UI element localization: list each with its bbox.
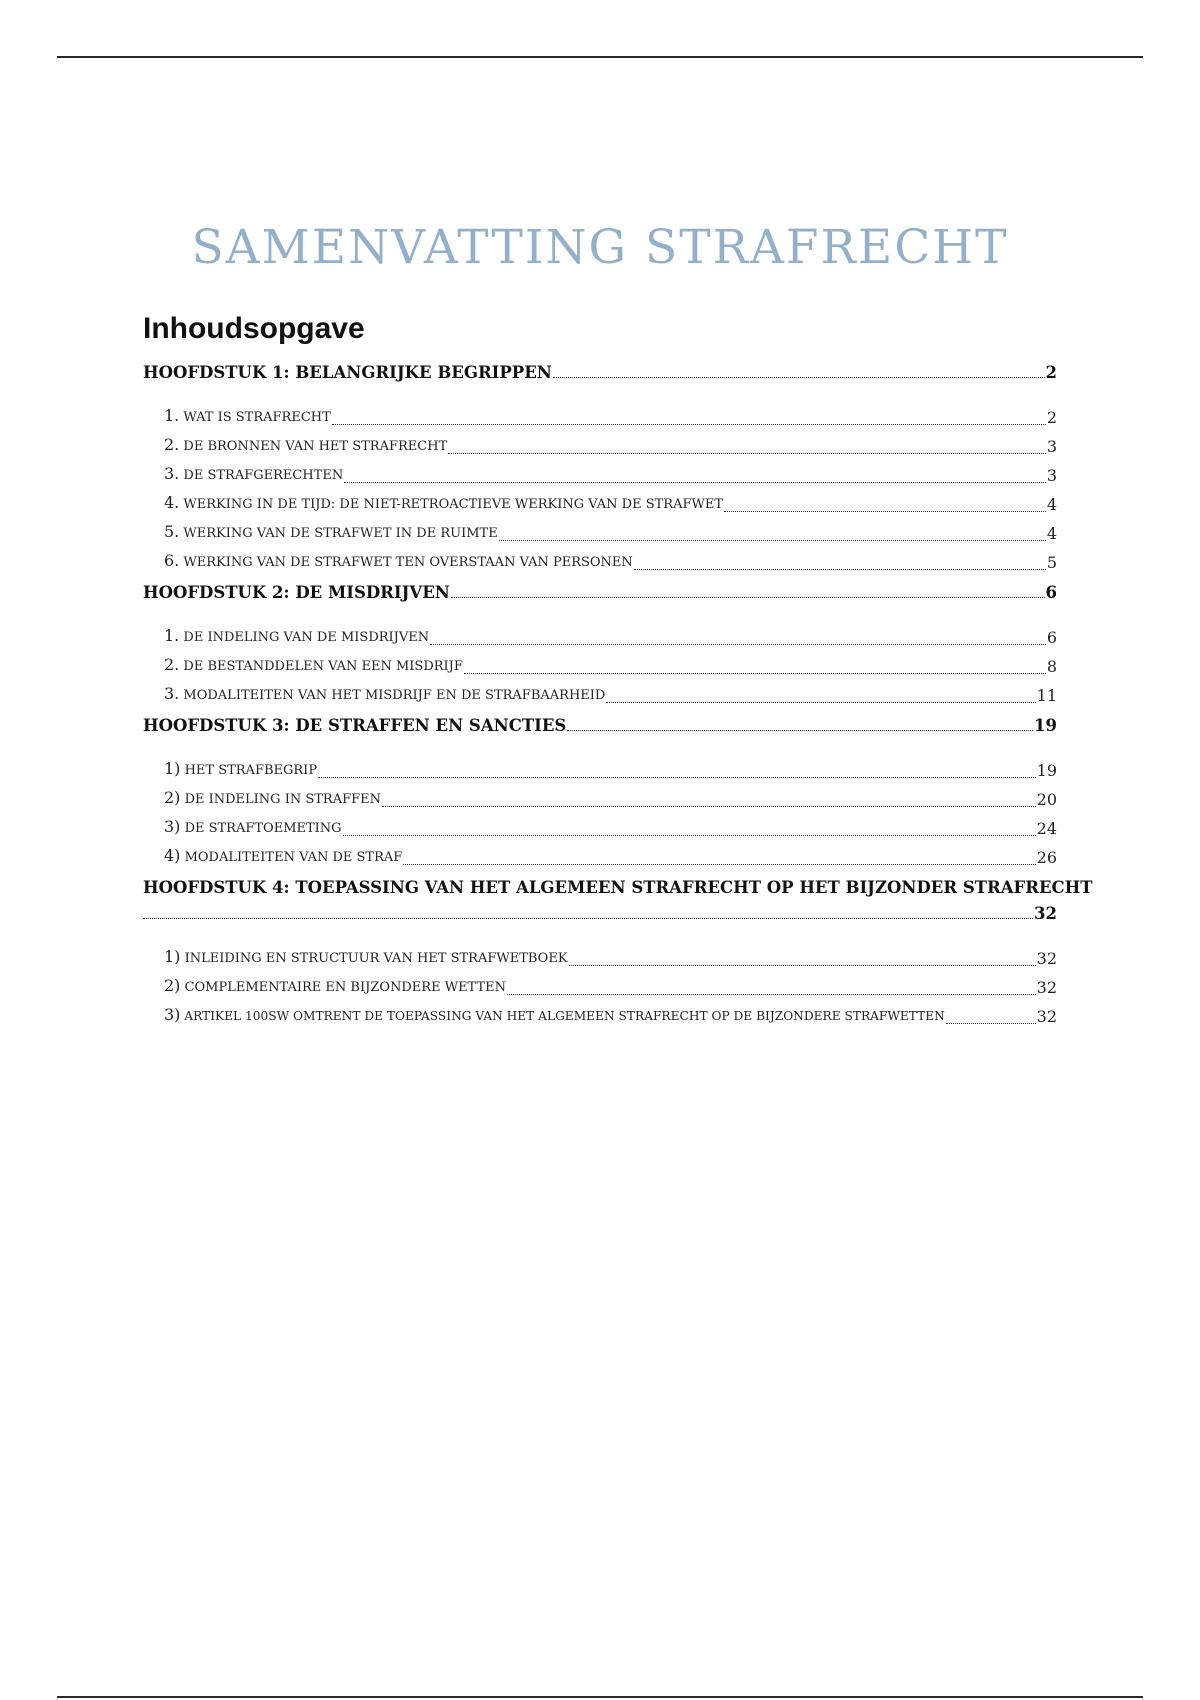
toc-chapter-label: HOOFDSTUK 3: DE STRAFFEN EN SANCTIES (143, 716, 567, 735)
section-number: 4) (164, 846, 181, 865)
section-number: 1. (164, 626, 180, 645)
toc-page-number: 26 (1036, 848, 1057, 867)
toc-page-number: 32 (1036, 949, 1057, 968)
dot-leader (403, 864, 1035, 865)
toc-section[interactable] (143, 402, 1057, 431)
dot-leader (499, 540, 1046, 541)
toc-chapter-4[interactable] (143, 877, 1093, 925)
toc-page-number: 19 (1036, 761, 1057, 780)
dot-leader (464, 673, 1046, 674)
toc-section[interactable] (143, 518, 1057, 547)
toc-page-number: 2 (1045, 363, 1057, 382)
section-number: 2. (164, 655, 180, 674)
section-label: DE INDELING IN STRAFFEN (184, 792, 381, 807)
section-label: DE BESTANDDELEN VAN EEN MISDRIJF (183, 659, 463, 674)
dot-leader (318, 777, 1036, 778)
dot-leader (448, 453, 1046, 454)
dot-leader (724, 511, 1046, 512)
dot-leader (430, 644, 1046, 645)
toc-page-number: 3 (1046, 437, 1057, 456)
section-number: 3) (164, 817, 181, 836)
section-label: WAT IS STRAFRECHT (183, 410, 331, 425)
section-label: MODALITEITEN VAN HET MISDRIJF EN DE STRAFBAARHEID (183, 688, 606, 703)
section-label: INLEIDING EN STRUCTUUR VAN HET STRAFWETBOEK (184, 951, 568, 966)
header-rule (57, 56, 1143, 58)
section-number: 3. (164, 464, 180, 483)
toc-section[interactable] (143, 489, 1057, 518)
section-number: 1) (164, 759, 181, 778)
toc-page-number: 32 (1036, 978, 1057, 997)
toc-chapter-1[interactable] (143, 362, 1057, 384)
toc-page-number: 4 (1046, 495, 1057, 514)
toc-section[interactable] (143, 755, 1057, 784)
section-number: 6. (164, 551, 180, 570)
toc-section[interactable] (143, 547, 1057, 576)
toc-chapter-3[interactable] (143, 715, 1057, 737)
footer-rule (57, 1696, 1143, 1698)
section-label: MODALITEITEN VAN DE STRAF (184, 850, 403, 865)
section-label: DE INDELING VAN DE MISDRIJVEN (183, 630, 430, 645)
toc-chapter-label: HOOFDSTUK 2: DE MISDRIJVEN (143, 583, 450, 602)
section-label: HET STRAFBEGRIP (184, 763, 318, 778)
toc-section[interactable] (143, 460, 1057, 489)
toc-section[interactable] (143, 431, 1057, 460)
dot-leader (553, 377, 1045, 378)
dot-leader (382, 806, 1036, 807)
toc-chapter-label: HOOFDSTUK 4: TOEPASSING VAN HET ALGEMEEN STRAFRECHT OP HET BIJZONDER STRAFRECHT (143, 878, 1093, 897)
toc-chapter-label: HOOFDSTUK 1: BELANGRIJKE BEGRIPPEN (143, 363, 552, 382)
toc-section[interactable] (143, 1001, 1057, 1030)
dot-leader (634, 569, 1046, 570)
section-number: 2) (164, 976, 181, 995)
section-label: DE STRAFGERECHTEN (183, 468, 344, 483)
dot-leader (507, 994, 1036, 995)
section-label: DE BRONNEN VAN HET STRAFRECHT (183, 439, 448, 454)
dot-leader (606, 702, 1035, 703)
section-number: 1) (164, 947, 181, 966)
section-label: WERKING IN DE TIJD: DE NIET-RETROACTIEVE WERKING VAN DE STRAFWET (183, 497, 724, 512)
document-title: SAMENVATTING STRAFRECHT (191, 220, 1009, 275)
toc-section[interactable] (143, 972, 1057, 1001)
toc-section[interactable] (143, 813, 1057, 842)
toc-section[interactable] (143, 842, 1057, 871)
toc-page-number: 24 (1036, 819, 1057, 838)
dot-leader (343, 835, 1036, 836)
toc-page-number: 2 (1046, 408, 1057, 427)
section-label: WERKING VAN DE STRAFWET TEN OVERSTAAN VAN PERSONEN (183, 555, 633, 570)
dot-leader (946, 1023, 1036, 1024)
section-number: 3. (164, 684, 180, 703)
section-label: ARTIKEL 100SW OMTRENT DE TOEPASSING VAN HET ALGEMEEN STRAFRECHT OP DE BIJZONDERE STRAFWETTEN (184, 1009, 945, 1023)
section-number: 3) (164, 1005, 181, 1024)
toc-section[interactable] (143, 651, 1057, 680)
section-number: 4. (164, 493, 180, 512)
toc-page-number: 5 (1046, 553, 1057, 572)
table-of-contents (143, 362, 1093, 1030)
section-label: WERKING VAN DE STRAFWET IN DE RUIMTE (183, 526, 498, 541)
toc-page-number: 11 (1036, 686, 1057, 705)
toc-page-number: 19 (1034, 716, 1057, 735)
toc-chapter-2[interactable] (143, 582, 1057, 604)
dot-leader (143, 918, 1033, 919)
toc-page-number: 4 (1046, 524, 1057, 543)
toc-page-number: 8 (1046, 657, 1057, 676)
dot-leader (567, 730, 1033, 731)
section-number: 2) (164, 788, 181, 807)
toc-page-number: 6 (1046, 628, 1057, 647)
section-label: DE STRAFTOEMETING (184, 821, 342, 836)
dot-leader (332, 424, 1046, 425)
toc-section[interactable] (143, 943, 1057, 972)
dot-leader (569, 965, 1036, 966)
toc-page-number: 3 (1046, 466, 1057, 485)
toc-page-number: 32 (1036, 1007, 1057, 1026)
dot-leader (344, 482, 1046, 483)
toc-section[interactable] (143, 622, 1057, 651)
section-number: 5. (164, 522, 180, 541)
toc-section[interactable] (143, 680, 1057, 709)
section-number: 2. (164, 435, 180, 454)
section-number: 1. (164, 406, 180, 425)
toc-page-number: 20 (1036, 790, 1057, 809)
dot-leader (451, 597, 1045, 598)
toc-heading: Inhoudsopgave (143, 312, 365, 345)
toc-page-number: 32 (1034, 904, 1057, 923)
section-label: COMPLEMENTAIRE EN BIJZONDERE WETTEN (184, 980, 507, 995)
toc-page-number: 6 (1045, 583, 1057, 602)
toc-section[interactable] (143, 784, 1057, 813)
